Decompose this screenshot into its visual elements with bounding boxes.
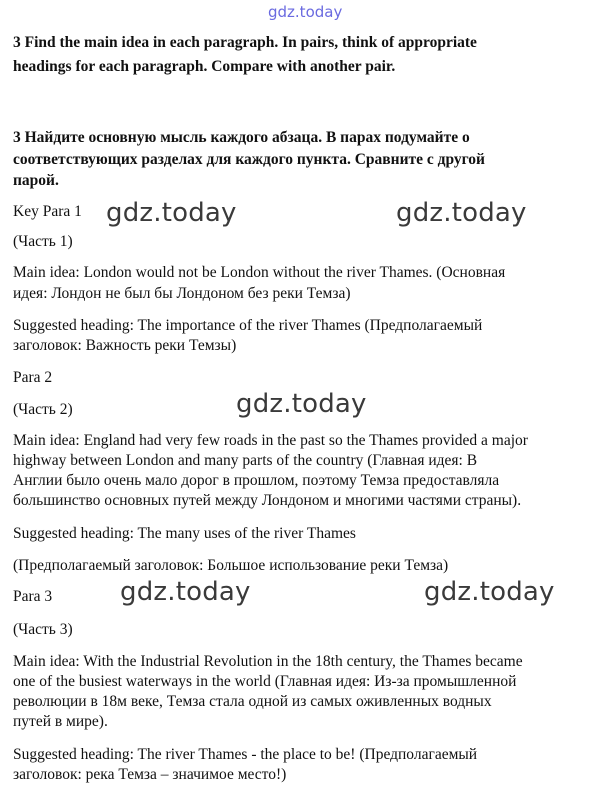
para2-heading-ru: (Предполагаемый заголовок: Большое использование реки Темза)	[13, 557, 449, 574]
para2-heading: Suggested heading: The many uses of the river Thames	[13, 525, 356, 542]
task-en-line-1: 3 Find the main idea in each paragraph. In pairs, think of appropriate	[13, 34, 477, 51]
para1-main-idea-1: Main idea: London would not be London without the river Thames. (Основная	[13, 264, 506, 281]
para1-heading-1: Suggested heading: The importance of the river Thames (Предполагаемый	[13, 317, 483, 334]
watermark: gdz.today	[424, 577, 555, 607]
task-ru-line-2: соответствующих разделах для каждого пункта. Сравните с другой	[13, 151, 485, 168]
para2-main-idea-2: highway between London and many parts of the country (Главная идея: В	[13, 452, 478, 469]
para2-main-idea-4: большинство основных путей между Лондоном и многими частями страны).	[13, 492, 522, 509]
watermark: gdz.today	[236, 389, 367, 419]
watermark: gdz.today	[396, 198, 527, 228]
para2-main-idea-1: Main idea: England had very few roads in the past so the Thames provided a major	[13, 432, 528, 449]
para2-main-idea-3: Англии было очень мало дорог в прошлом, поэтому Темза предоставляла	[13, 472, 500, 489]
para3-heading-2: заголовок: река Темза – значимое место!)	[13, 766, 287, 783]
para3-main-idea-2: one of the busiest waterways in the world (Главная идея: Из-за промышленной	[13, 673, 517, 690]
para2-label: Para 2	[13, 369, 53, 386]
para2-part: (Часть 2)	[13, 401, 73, 418]
para3-main-idea-3: революции в 18м веке, Темза стала одной из самых оживленных водных	[13, 693, 492, 710]
task-ru-line-3: парой.	[13, 172, 59, 189]
watermark: gdz.today	[106, 198, 237, 228]
watermark: gdz.today	[120, 577, 251, 607]
key-para-1-label: Key Para 1	[13, 203, 82, 220]
para1-heading-2: заголовок: Важность реки Темзы)	[13, 337, 237, 354]
para1-main-idea-2: идея: Лондон не был бы Лондоном без реки Темза)	[13, 285, 351, 302]
para3-label: Para 3	[13, 588, 53, 605]
task-ru-line-1: 3 Найдите основную мысль каждого абзаца. В парах подумайте о	[13, 129, 470, 146]
task-en-line-2: headings for each paragraph. Compare with another pair.	[13, 58, 396, 75]
para3-heading-1: Suggested heading: The river Thames - the place to be! (Предполагаемый	[13, 746, 478, 763]
para3-main-idea-1: Main idea: With the Industrial Revolution in the 18th century, the Thames became	[13, 653, 523, 670]
para3-part: (Часть 3)	[13, 621, 73, 638]
para3-main-idea-4: путей в мире).	[13, 713, 108, 730]
watermark-top: gdz.today	[268, 3, 343, 21]
para1-part: (Часть 1)	[13, 233, 73, 250]
